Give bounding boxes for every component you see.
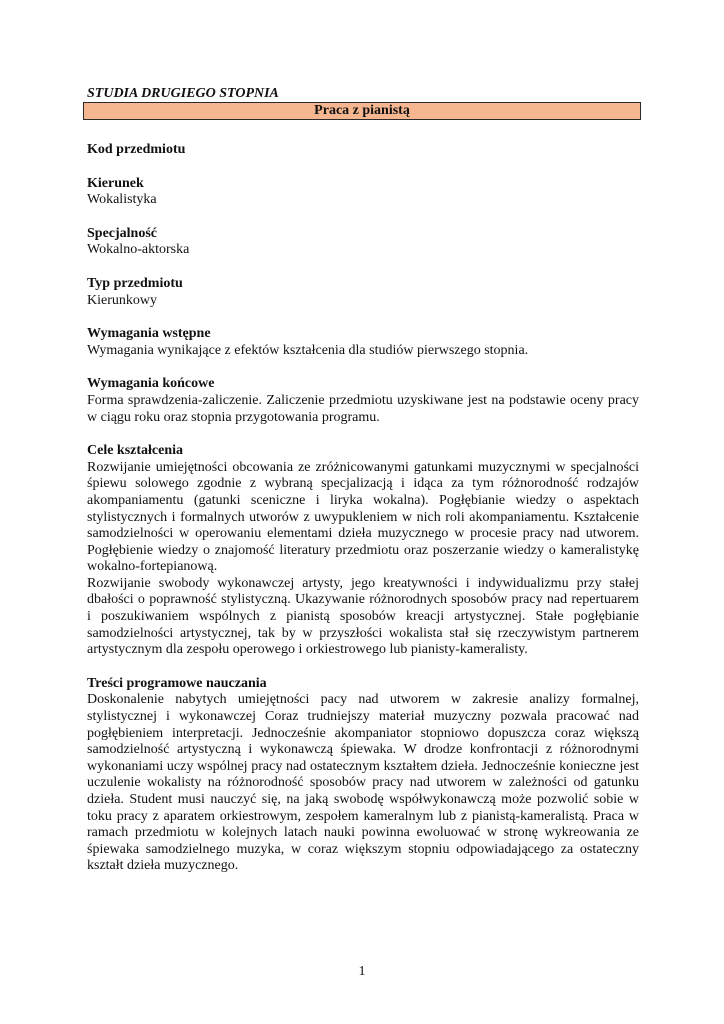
page-number: 1 [358,964,366,979]
document-page [87,85,639,875]
section-typ-przedmiotu [87,276,639,309]
section-title: Treści programowe nauczania [87,675,267,691]
section-value: Wokalno-aktorska [87,242,190,258]
section-title: Kod przedmiotu [87,142,186,157]
section-title: Wymagania wstępne [87,326,211,342]
section-kierunek [87,176,639,209]
section-paragraph: Rozwijanie swobody wykonawczej artysty, jego kreatywności i indywidualizmu przy stałej dbałości o poprawność stylistyczną. Ukazywanie różnorodnych sposobów pracy nad repertuarem i poszukiwaniem wspólnych z pianistą sposobów kreacji artystycznej. Stałe pogłębianie samodzielności artystycznej, tak by w przyszłości wokalista stał się rzeczywistym partnerem artystycznym dla zespołu operowego i orkiestrowego lub pianisty-kameralisty. [87,575,639,658]
section-title: Cele kształcenia [87,443,184,459]
section-tresci-programowe [87,676,639,875]
section-kod-przedmiotu [87,142,639,159]
section-wymagania-koncowe [87,376,639,426]
section-title: Typ przedmiotu [87,275,183,291]
section-title: Kierunek [87,175,144,191]
section-title: Specjalność [87,225,157,241]
section-title: Wymagania końcowe [87,376,215,392]
section-value: Kierunkowy [87,292,157,308]
section-cele-ksztalcenia [87,443,639,659]
subject-title-bar: Praca z pianistą [83,102,641,120]
section-paragraph: Rozwijanie umiejętności obcowania ze zróżnicowanymi gatunkami muzycznymi w specjalności śpiewu solowego zgodnie z wybraną specjalizacją i idąca za tym różnorodność rodzajów akompaniamentu (gatunki sceniczne i liryka wokalna). Pogłębianie wiedzy o aspektach stylistycznych i formalnych utworów z uwypukleniem w nich roli akompaniamentu. Kształcenie samodzielności w operowaniu elementami dzieła muzycznego w procesie pracy nad utworem. Pogłębienie wiedzy o znajomość literatury przedmiotu oraz poszerzanie wiedzy o kameralistykę wokalno-fortepianową. [87,459,639,575]
section-wymagania-wstepne [87,326,639,359]
section-value: Forma sprawdzenia-zaliczenie. Zaliczenie przedmiotu uzyskiwane jest na podstawie oceny pracy w ciągu roku oraz stopnia przygotowania programu. [87,392,639,425]
study-level-title: STUDIA DRUGIEGO STOPNIA [87,86,279,101]
section-value: Wokalistyka [87,192,157,208]
section-specjalnosc [87,226,639,259]
section-value: Wymagania wynikające z efektów kształcenia dla studiów pierwszego stopnia. [87,342,529,358]
section-paragraph: Doskonalenie nabytych umiejętności pacy nad utworem w zakresie analizy formalnej, stylistycznej i wykonawczej Coraz trudniejszy materiał muzyczny pozwala pracować nad pogłębieniem interpretacji. Jednocześnie akompaniator stopniowo dopuszcza coraz większą samodzielność artystyczną i wykonawczą śpiewaka. W drodze konfrontacji z różnorodnymi wykonaniami uczy wspólnej pracy nad ostatecznym kształtem dzieła. Jednocześnie konieczne jest uczulenie wokalisty na różnorodność sposobów pracy nad utworem w zależności od gatunku dzieła. Student musi nauczyć się, na jaką swobodę współwykonawczą może pozwolić sobie w toku pracy z aparatem orkiestrowym, zespołem kameralnym lub z pianistą-kameralistą. Praca w ramach przedmiotu w kolejnych latach nauki powinna ewoluować w stronę wykreowania ze śpiewaka samodzielnego muzyka, w coraz większym stopniu odpowiadającego za ostateczny kształt dzieła muzycznego. [87,692,639,874]
